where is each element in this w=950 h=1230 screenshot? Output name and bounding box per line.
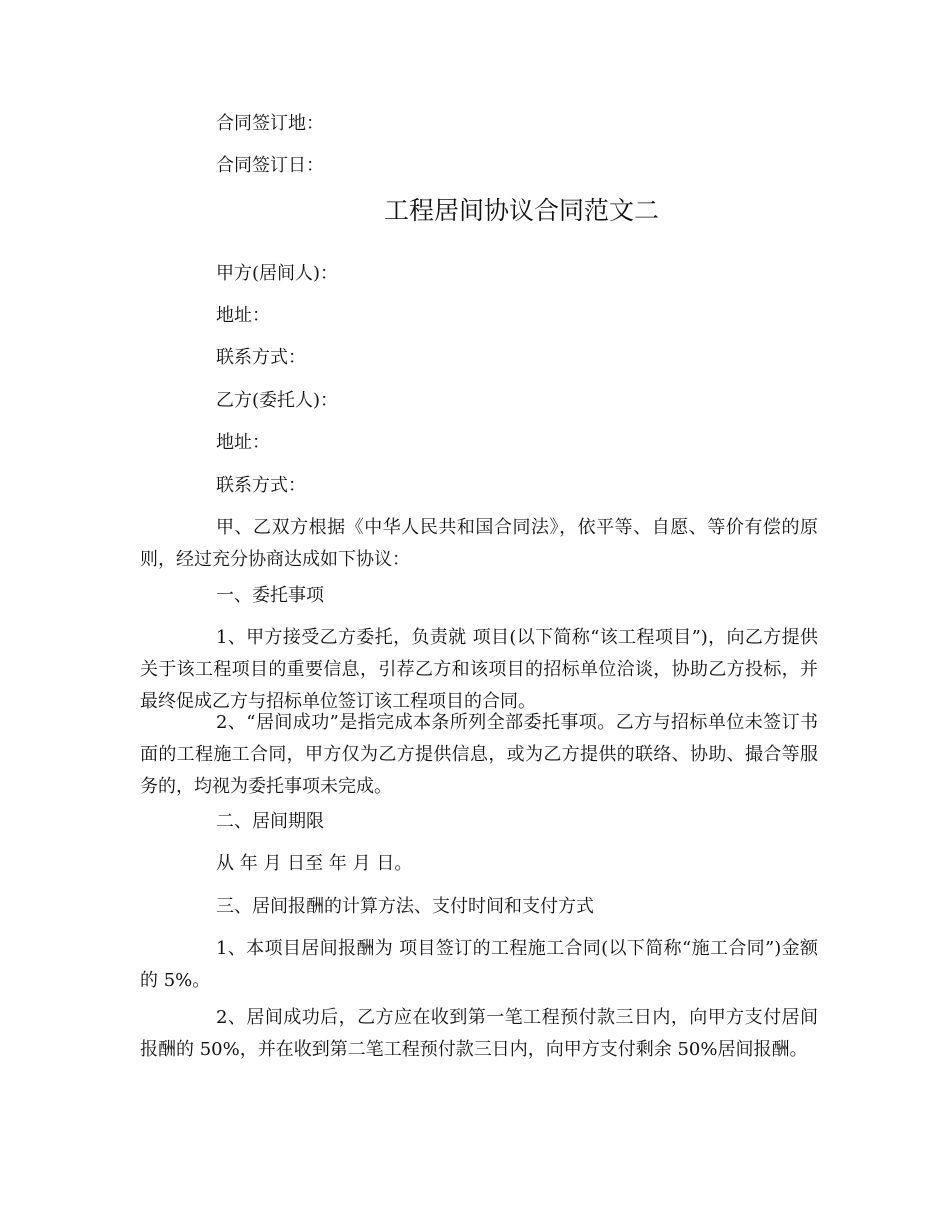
party-b-address: 地址：	[216, 432, 270, 453]
section3-item1: 1、本项目居间报酬为 项目签订的工程施工合同(以下简称“施工合同”)金额的 5%。	[140, 938, 818, 991]
signing-place-line: 合同签订地：	[216, 113, 324, 134]
section2-period: 从 年 月 日至 年 月 日。	[216, 853, 413, 874]
section1-item2: 2、“居间成功”是指完成本条所列全部委托事项。乙方与招标单位未签订书面的工程施工合同，甲方仅为乙方提供信息，或为乙方提供的联络、协助、撮合等服务的，均视为委托事项未完成。	[140, 712, 818, 797]
section3-heading: 三、居间报酬的计算方法、支付时间和支付方式	[216, 896, 594, 917]
intro-paragraph: 甲、乙双方根据《中华人民共和国合同法》，依平等、自愿、等价有偿的原则，经过充分协商达成如下协议：	[140, 517, 818, 570]
party-a-contact: 联系方式：	[216, 347, 306, 368]
section1-heading: 一、委托事项	[216, 585, 324, 606]
party-b-contact: 联系方式：	[216, 475, 306, 496]
section2-heading: 二、居间期限	[216, 811, 324, 832]
signing-date-line: 合同签订日：	[216, 155, 324, 176]
document-title: 工程居间协议合同范文二	[383, 196, 659, 225]
party-a-label: 甲方(居间人)：	[216, 263, 339, 284]
party-b-label: 乙方(委托人)：	[216, 390, 339, 411]
section3-item2: 2、居间成功后，乙方应在收到第一笔工程预付款三日内，向甲方支付居间报酬的 50%，并在收到第二笔工程预付款三日内，向甲方支付剩余 50%居间报酬。	[140, 1007, 818, 1060]
party-a-address: 地址：	[216, 305, 270, 326]
section1-item1: 1、甲方接受乙方委托，负责就 项目(以下简称“该工程项目”)，向乙方提供关于该工程项目的重要信息，引荐乙方和该项目的招标单位洽谈，协助乙方投标，并最终促成乙方与招标单位签订该工程项目的合同。	[140, 627, 818, 712]
